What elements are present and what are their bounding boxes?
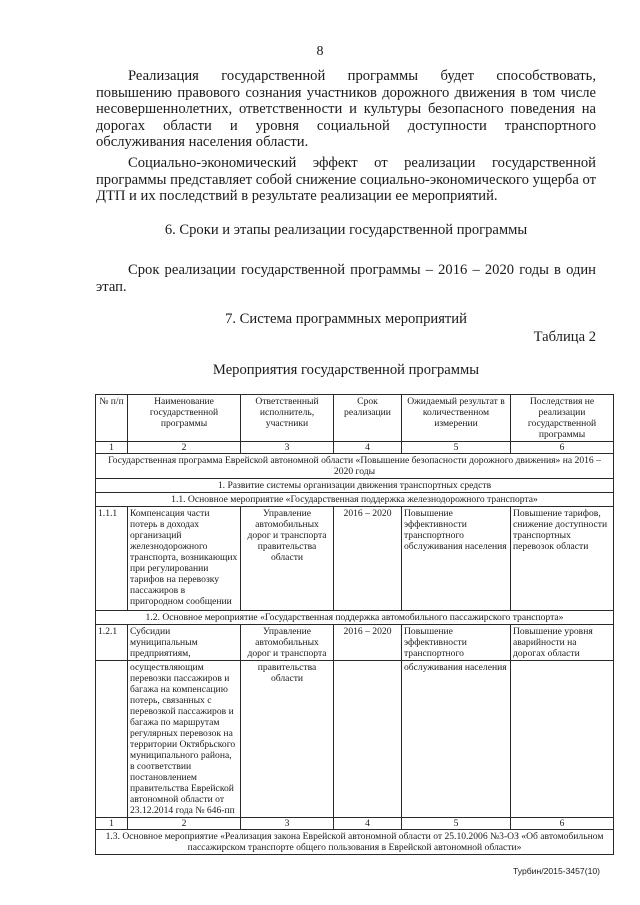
col-number: 4 xyxy=(334,818,402,830)
row-name-part-b: осуществляющим перевозки пассажиров и багажа на компенсацию потерь, связанных с перевозкой пассажиров и багажа по маршрутам регулярных перевозок на территории Октябрьского муниципального района, в соответствии постановлением правительства Еврейской автономной области от 23.12.2014 года № 646-пп xyxy=(128,661,241,818)
header-consequence: Последствия не реализации государственной программы xyxy=(511,395,614,442)
section-6-heading: 6. Сроки и этапы реализации государственной программы xyxy=(164,222,528,238)
row-executor-part-a: Управление автомобильных дорог и транспорта xyxy=(241,625,334,661)
document-code: Турбин/2015-3457(10) xyxy=(513,866,600,876)
column-number-row xyxy=(96,818,614,830)
row-term: 2016 – 2020 xyxy=(334,625,402,661)
header-executor: Ответственный исполнитель, участники xyxy=(241,395,334,442)
row-num: 1.1.1 xyxy=(96,507,128,611)
row-term: 2016 – 2020 xyxy=(334,507,402,611)
header-term: Срок реализации xyxy=(334,395,402,442)
measure-row xyxy=(96,611,614,625)
col-number: 3 xyxy=(241,442,334,454)
col-number: 2 xyxy=(128,442,241,454)
col-number: 5 xyxy=(402,442,511,454)
column-number-row xyxy=(96,442,614,454)
table-row xyxy=(96,507,614,611)
col-number: 1 xyxy=(96,818,128,830)
row-consequence: Повышение уровня аварийности на дорогах области xyxy=(511,625,614,661)
page-number: 8 xyxy=(316,44,324,59)
col-number: 5 xyxy=(402,818,511,830)
col-number: 6 xyxy=(511,442,614,454)
program-title: Государственная программа Еврейской автономной области «Повышение безопасности дорожного движения» на 2016 – 2020 годы xyxy=(96,454,614,479)
row-consequence: Повышение тарифов, снижение доступности транспортных перевозок области xyxy=(511,507,614,611)
col-number: 4 xyxy=(334,442,402,454)
measure-row xyxy=(96,493,614,507)
row-name-part-a: Субсидии муниципальным предприятиям, xyxy=(128,625,241,661)
col-number: 2 xyxy=(128,818,241,830)
table-row xyxy=(96,661,614,818)
paragraph-2: Социально-экономический эффект от реализации государственной программы представляет собой снижение социально-экономического ущерба от ДТП и их последствий в результате реализации ее мероприятий. xyxy=(96,155,596,205)
measures-table xyxy=(95,394,614,855)
header-result: Ожидаемый результат в количественном измерении xyxy=(402,395,511,442)
section-1-title: 1. Развитие системы организации движения транспортных средств xyxy=(96,479,614,493)
row-result: Повышение эффективности транспортного обслуживания населения xyxy=(402,507,511,611)
paragraph-3: Срок реализации государственной программы – 2016 – 2020 годы в один этап. xyxy=(96,262,596,295)
section-row xyxy=(96,479,614,493)
row-num: 1.2.1 xyxy=(96,625,128,661)
section-7-heading: 7. Система программных мероприятий xyxy=(225,311,467,327)
measure-1-2-title: 1.2. Основное мероприятие «Государственная поддержка автомобильного пассажирского транспорта» xyxy=(96,611,614,625)
program-title-row xyxy=(96,454,614,479)
col-number: 3 xyxy=(241,818,334,830)
col-number: 6 xyxy=(511,818,614,830)
col-number: 1 xyxy=(96,442,128,454)
row-result-part-a: Повышение эффективности транспортного xyxy=(402,625,511,661)
table-number: Таблица 2 xyxy=(533,329,596,345)
measure-1-1-title: 1.1. Основное мероприятие «Государственная поддержка железнодорожного транспорта» xyxy=(96,493,614,507)
row-name: Компенсация части потерь в доходах организаций железнодорожного транспорта, возникающих при регулировании тарифов на перевозку пассажиров в пригородном сообщении xyxy=(128,507,241,611)
row-result-part-b: обслуживания населения xyxy=(402,661,511,818)
table-title: Мероприятия государственной программы xyxy=(212,362,480,378)
header-num: № п/п xyxy=(96,395,128,442)
row-executor: Управление автомобильных дорог и транспорта правительства области xyxy=(241,507,334,611)
table-row xyxy=(96,625,614,661)
measure-1-3-title: 1.3. Основное мероприятие «Реализация закона Еврейской автономной области от 25.10.2006 №3-ОЗ «Об автомобильном пассажирском транспорте общего пользования в Еврейской автономной области» xyxy=(96,830,614,855)
table-header-row xyxy=(96,395,614,442)
row-executor-part-b: правительства области xyxy=(241,661,334,818)
measure-row xyxy=(96,830,614,855)
header-name: Наименование государственной программы xyxy=(128,395,241,442)
paragraph-1: Реализация государственной программы будет способствовать, повышению правового сознания участников дорожного движения в том числе несовершеннолетних, ответственности и культуры безопасного поведения на дорогах области и уровня социальной доступности транспортного обслуживания населения области. xyxy=(96,68,596,151)
